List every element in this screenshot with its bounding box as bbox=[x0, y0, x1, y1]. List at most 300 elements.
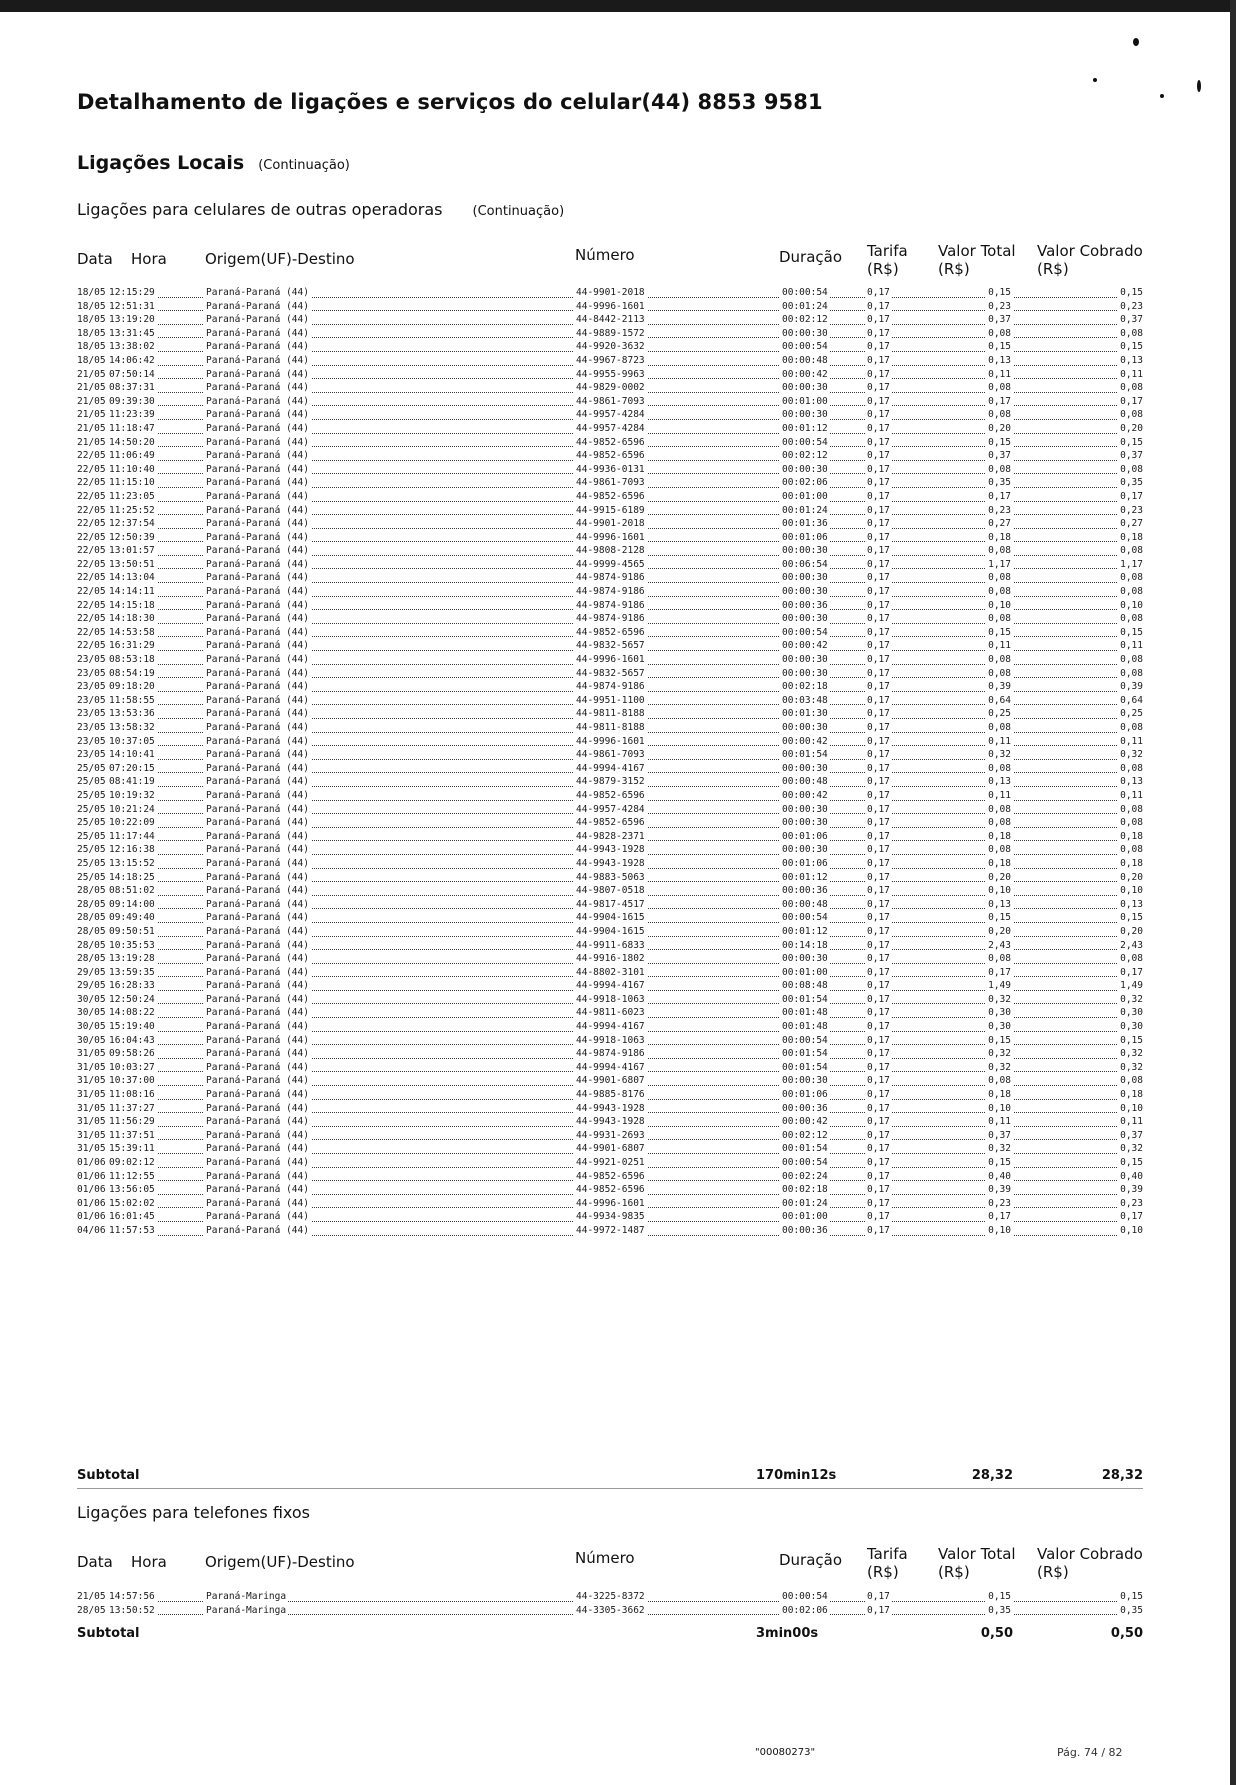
cell-tarifa: 0,17 bbox=[867, 382, 890, 394]
col-numero-header: Número bbox=[575, 246, 635, 264]
cell-hora: 10:22:09 bbox=[109, 817, 155, 829]
cell-duracao: 00:01:54 bbox=[782, 1061, 828, 1073]
cell-data: 18/05 bbox=[77, 300, 106, 312]
cell-data: 25/05 bbox=[77, 803, 106, 815]
cell-valor-total: 0,18 bbox=[988, 1089, 1011, 1101]
cell-duracao: 00:01:48 bbox=[782, 1021, 828, 1033]
cell-valor-total: 0,23 bbox=[988, 504, 1011, 516]
cell-hora: 10:35:53 bbox=[109, 939, 155, 951]
cell-origem-destino: Paraná-Paraná (44) bbox=[206, 762, 309, 774]
cell-origem-destino: Paraná-Paraná (44) bbox=[206, 422, 309, 434]
cell-hora: 13:58:32 bbox=[109, 722, 155, 733]
cell-valor-total: 0,20 bbox=[988, 422, 1011, 434]
cell-tarifa: 0,17 bbox=[867, 504, 890, 516]
cell-hora: 14:08:22 bbox=[109, 1007, 155, 1019]
cell-tarifa: 0,17 bbox=[867, 422, 890, 434]
cell-valor-cobrado: 0,08 bbox=[1120, 762, 1143, 774]
cell-numero: 44-9934-9835 bbox=[576, 1211, 645, 1223]
table-row bbox=[77, 653, 1143, 667]
cell-origem-destino: Paraná-Paraná (44) bbox=[206, 694, 309, 706]
cell-valor-cobrado: 0,11 bbox=[1120, 1116, 1143, 1128]
cell-tarifa: 0,17 bbox=[867, 640, 890, 652]
cell-origem-destino: Paraná-Paraná (44) bbox=[206, 1224, 309, 1236]
cell-origem-destino: Paraná-Paraná (44) bbox=[206, 953, 309, 965]
cell-hora: 07:50:14 bbox=[109, 368, 155, 380]
cell-valor-total: 0,32 bbox=[988, 1048, 1011, 1060]
cell-duracao: 00:02:12 bbox=[782, 314, 828, 326]
cell-duracao: 00:00:30 bbox=[782, 586, 828, 598]
cell-tarifa: 0,17 bbox=[867, 1102, 890, 1114]
cell-valor-cobrado: 0,10 bbox=[1120, 885, 1143, 897]
cell-data: 29/05 bbox=[77, 966, 106, 978]
cell-data: 30/05 bbox=[77, 993, 106, 1005]
cell-origem-destino: Paraná-Paraná (44) bbox=[206, 395, 309, 407]
cell-origem-destino: Paraná-Paraná (44) bbox=[206, 1129, 309, 1141]
cell-data: 28/05 bbox=[77, 885, 106, 897]
cell-numero: 44-9994-4167 bbox=[576, 1021, 645, 1033]
cell-origem-destino: Paraná-Paraná (44) bbox=[206, 640, 309, 652]
cell-hora: 13:38:02 bbox=[109, 341, 155, 353]
cell-tarifa: 0,17 bbox=[867, 654, 890, 666]
cell-hora: 16:04:43 bbox=[109, 1034, 155, 1046]
cell-duracao: 00:02:18 bbox=[782, 681, 828, 693]
cell-valor-cobrado: 0,23 bbox=[1120, 300, 1143, 312]
table-row bbox=[77, 408, 1143, 422]
cell-data: 31/05 bbox=[77, 1143, 106, 1155]
cell-duracao: 00:02:12 bbox=[782, 450, 828, 462]
cell-origem-destino: Paraná-Maringa bbox=[206, 1604, 287, 1616]
cell-origem-destino: Paraná-Paraná (44) bbox=[206, 722, 309, 733]
cell-duracao: 00:00:54 bbox=[782, 912, 828, 924]
cell-tarifa: 0,17 bbox=[867, 803, 890, 815]
cell-origem-destino: Paraná-Paraná (44) bbox=[206, 586, 309, 598]
cell-tarifa: 0,17 bbox=[867, 789, 890, 801]
cell-numero: 44-9889-1572 bbox=[576, 327, 645, 339]
cell-numero: 44-9955-9963 bbox=[576, 368, 645, 380]
cell-duracao: 00:06:54 bbox=[782, 558, 828, 570]
cell-data: 23/05 bbox=[77, 667, 106, 679]
cell-data: 21/05 bbox=[77, 409, 106, 421]
cell-valor-total: 0,08 bbox=[988, 762, 1011, 774]
cell-tarifa: 0,17 bbox=[867, 572, 890, 584]
cell-origem-destino: Paraná-Paraná (44) bbox=[206, 545, 309, 557]
cell-numero: 44-9852-6596 bbox=[576, 1170, 645, 1182]
cell-numero: 44-9885-8176 bbox=[576, 1089, 645, 1101]
cell-origem-destino: Paraná-Paraná (44) bbox=[206, 1048, 309, 1060]
cell-valor-total: 0,30 bbox=[988, 1007, 1011, 1019]
cell-duracao: 00:00:30 bbox=[782, 409, 828, 421]
cell-valor-cobrado: 0,37 bbox=[1120, 450, 1143, 462]
cell-valor-cobrado: 0,27 bbox=[1120, 518, 1143, 530]
cell-data: 21/05 bbox=[77, 382, 106, 394]
cell-origem-destino: Paraná-Paraná (44) bbox=[206, 871, 309, 883]
cell-valor-total: 0,13 bbox=[988, 898, 1011, 910]
cell-hora: 15:39:11 bbox=[109, 1143, 155, 1155]
cell-origem-destino: Paraná-Paraná (44) bbox=[206, 966, 309, 978]
cell-numero: 44-9967-8723 bbox=[576, 354, 645, 366]
cell-tarifa: 0,17 bbox=[867, 314, 890, 326]
table-row bbox=[77, 762, 1143, 776]
cell-duracao: 00:01:00 bbox=[782, 395, 828, 407]
cell-valor-total: 0,08 bbox=[988, 327, 1011, 339]
cell-hora: 16:31:29 bbox=[109, 640, 155, 652]
cell-valor-cobrado: 0,30 bbox=[1120, 1021, 1143, 1033]
cell-origem-destino: Paraná-Paraná (44) bbox=[206, 735, 309, 747]
cell-numero: 44-9879-3152 bbox=[576, 776, 645, 788]
cell-tarifa: 0,17 bbox=[867, 1224, 890, 1236]
cell-duracao: 00:02:06 bbox=[782, 1604, 828, 1616]
cell-origem-destino: Paraná-Paraná (44) bbox=[206, 504, 309, 516]
table-row bbox=[77, 327, 1143, 341]
cell-valor-cobrado: 0,11 bbox=[1120, 735, 1143, 747]
cell-hora: 11:57:53 bbox=[109, 1224, 155, 1236]
table-row bbox=[77, 368, 1143, 382]
cell-origem-destino: Paraná-Paraná (44) bbox=[206, 885, 309, 897]
cell-valor-cobrado: 0,08 bbox=[1120, 817, 1143, 829]
cell-data: 01/06 bbox=[77, 1184, 106, 1196]
cell-duracao: 00:00:30 bbox=[782, 545, 828, 557]
cell-tarifa: 0,17 bbox=[867, 871, 890, 883]
cell-valor-total: 0,11 bbox=[988, 789, 1011, 801]
table-row bbox=[77, 735, 1143, 749]
col-origem-header: Origem(UF)-Destino bbox=[205, 250, 355, 268]
cell-numero: 44-9829-0002 bbox=[576, 382, 645, 394]
cell-data: 22/05 bbox=[77, 545, 106, 557]
cell-tarifa: 0,17 bbox=[867, 1211, 890, 1223]
table-header bbox=[77, 1545, 1143, 1589]
cell-valor-total: 0,20 bbox=[988, 871, 1011, 883]
table-row bbox=[77, 1604, 1143, 1618]
cell-numero: 44-9817-4517 bbox=[576, 898, 645, 910]
cell-hora: 11:56:29 bbox=[109, 1116, 155, 1128]
subtotal-valor-cobrado: 0,50 bbox=[1110, 1626, 1143, 1641]
cell-origem-destino: Paraná-Paraná (44) bbox=[206, 1007, 309, 1019]
cell-numero: 44-9996-1601 bbox=[576, 654, 645, 666]
cell-tarifa: 0,17 bbox=[867, 300, 890, 312]
cell-numero: 44-9811-6023 bbox=[576, 1007, 645, 1019]
cell-data: 23/05 bbox=[77, 735, 106, 747]
cell-numero: 44-9918-1063 bbox=[576, 993, 645, 1005]
cell-numero: 44-9852-6596 bbox=[576, 490, 645, 502]
cell-valor-total: 0,37 bbox=[988, 1129, 1011, 1141]
cell-valor-total: 0,17 bbox=[988, 1211, 1011, 1223]
group-heading-fixos: Ligações para telefones fixos bbox=[77, 1503, 311, 1522]
cell-duracao: 00:00:30 bbox=[782, 382, 828, 394]
cell-hora: 09:18:20 bbox=[109, 681, 155, 693]
cell-data: 01/06 bbox=[77, 1157, 106, 1168]
cell-data: 23/05 bbox=[77, 694, 106, 706]
cell-duracao: 00:00:30 bbox=[782, 762, 828, 774]
col-data-header: Data bbox=[77, 1553, 113, 1571]
cell-duracao: 00:00:30 bbox=[782, 722, 828, 733]
cell-origem-destino: Paraná-Paraná (44) bbox=[206, 287, 309, 298]
subtotal-duracao: 3min00s bbox=[756, 1626, 819, 1641]
cell-numero: 44-9921-0251 bbox=[576, 1157, 645, 1168]
cell-origem-destino: Paraná-Paraná (44) bbox=[206, 667, 309, 679]
cell-hora: 16:28:33 bbox=[109, 980, 155, 992]
cell-duracao: 00:00:54 bbox=[782, 1157, 828, 1168]
cell-hora: 12:50:39 bbox=[109, 531, 155, 543]
cell-valor-total: 0,39 bbox=[988, 681, 1011, 693]
table-row bbox=[77, 612, 1143, 626]
cell-data: 01/06 bbox=[77, 1211, 106, 1223]
cell-data: 18/05 bbox=[77, 287, 106, 298]
cell-valor-total: 0,30 bbox=[988, 1021, 1011, 1033]
cell-data: 25/05 bbox=[77, 857, 106, 869]
cell-valor-total: 0,11 bbox=[988, 368, 1011, 380]
cell-valor-cobrado: 0,15 bbox=[1120, 1034, 1143, 1046]
cell-numero: 44-9832-5657 bbox=[576, 640, 645, 652]
cell-valor-total: 0,18 bbox=[988, 531, 1011, 543]
cell-valor-total: 0,32 bbox=[988, 1061, 1011, 1073]
cell-origem-destino: Paraná-Paraná (44) bbox=[206, 1197, 309, 1209]
table-row bbox=[77, 843, 1143, 857]
cell-valor-total: 0,13 bbox=[988, 776, 1011, 788]
cell-duracao: 00:01:06 bbox=[782, 857, 828, 869]
cell-hora: 11:18:47 bbox=[109, 422, 155, 434]
table-row bbox=[77, 830, 1143, 844]
scan-right-edge bbox=[1230, 0, 1236, 1785]
cell-hora: 10:19:32 bbox=[109, 789, 155, 801]
table-row bbox=[77, 966, 1143, 980]
cell-valor-cobrado: 0,18 bbox=[1120, 830, 1143, 842]
cell-valor-total: 0,11 bbox=[988, 735, 1011, 747]
cell-valor-cobrado: 0,32 bbox=[1120, 1143, 1143, 1155]
cell-duracao: 00:01:24 bbox=[782, 504, 828, 516]
scan-top-edge bbox=[0, 0, 1236, 12]
cell-numero: 44-9901-6807 bbox=[576, 1075, 645, 1087]
cell-hora: 13:19:20 bbox=[109, 314, 155, 326]
cell-valor-total: 0,08 bbox=[988, 586, 1011, 598]
subtotal-valor-cobrado: 28,32 bbox=[1101, 1468, 1143, 1483]
cell-valor-total: 0,08 bbox=[988, 817, 1011, 829]
cell-duracao: 00:01:54 bbox=[782, 993, 828, 1005]
cell-origem-destino: Paraná-Paraná (44) bbox=[206, 1102, 309, 1114]
cell-data: 23/05 bbox=[77, 749, 106, 761]
table-row bbox=[77, 816, 1143, 830]
cell-data: 30/05 bbox=[77, 1021, 106, 1033]
cell-valor-total: 0,08 bbox=[988, 1075, 1011, 1087]
cell-tarifa: 0,17 bbox=[867, 1089, 890, 1101]
cell-valor-cobrado: 0,32 bbox=[1120, 1048, 1143, 1060]
cell-tarifa: 0,17 bbox=[867, 1075, 890, 1087]
cell-valor-cobrado: 0,17 bbox=[1120, 395, 1143, 407]
cell-duracao: 00:00:30 bbox=[782, 613, 828, 625]
table-row bbox=[77, 544, 1143, 558]
cell-duracao: 00:00:36 bbox=[782, 1102, 828, 1114]
cell-numero: 44-9943-1928 bbox=[576, 857, 645, 869]
cell-origem-destino: Paraná-Paraná (44) bbox=[206, 572, 309, 584]
cell-hora: 13:15:52 bbox=[109, 857, 155, 869]
cell-valor-total: 0,25 bbox=[988, 708, 1011, 720]
subtotal-label: Subtotal bbox=[77, 1468, 140, 1483]
cell-valor-cobrado: 0,15 bbox=[1120, 436, 1143, 448]
table-row bbox=[77, 993, 1143, 1007]
cell-valor-cobrado: 0,10 bbox=[1120, 599, 1143, 611]
col-valor-total-header: Valor Total (R$) bbox=[938, 242, 1016, 278]
cell-origem-destino: Paraná-Paraná (44) bbox=[206, 1075, 309, 1087]
cell-valor-cobrado: 0,13 bbox=[1120, 776, 1143, 788]
cell-numero: 44-9852-6596 bbox=[576, 450, 645, 462]
cell-origem-destino: Paraná-Paraná (44) bbox=[206, 830, 309, 842]
cell-hora: 12:51:31 bbox=[109, 300, 155, 312]
table-header bbox=[77, 242, 1143, 286]
cell-valor-total: 0,23 bbox=[988, 1197, 1011, 1209]
cell-hora: 12:16:38 bbox=[109, 844, 155, 856]
table-row bbox=[77, 775, 1143, 789]
cell-tarifa: 0,17 bbox=[867, 518, 890, 530]
cell-tarifa: 0,17 bbox=[867, 694, 890, 706]
cell-tarifa: 0,17 bbox=[867, 749, 890, 761]
cell-tarifa: 0,17 bbox=[867, 762, 890, 774]
cell-numero: 44-9874-9186 bbox=[576, 572, 645, 584]
cell-hora: 09:02:12 bbox=[109, 1157, 155, 1168]
cell-origem-destino: Paraná-Paraná (44) bbox=[206, 1211, 309, 1223]
cell-numero: 44-9811-8188 bbox=[576, 722, 645, 733]
cell-tarifa: 0,17 bbox=[867, 490, 890, 502]
cell-data: 25/05 bbox=[77, 776, 106, 788]
cell-duracao: 00:01:36 bbox=[782, 518, 828, 530]
cell-data: 28/05 bbox=[77, 925, 106, 937]
cell-numero: 44-9943-1928 bbox=[576, 844, 645, 856]
cell-numero: 44-9996-1601 bbox=[576, 1197, 645, 1209]
cell-data: 21/05 bbox=[77, 395, 106, 407]
table-row bbox=[77, 354, 1143, 368]
cell-tarifa: 0,17 bbox=[867, 830, 890, 842]
cell-tarifa: 0,17 bbox=[867, 409, 890, 421]
table-row bbox=[77, 1210, 1143, 1224]
cell-tarifa: 0,17 bbox=[867, 599, 890, 611]
cell-tarifa: 0,17 bbox=[867, 1116, 890, 1128]
cell-valor-total: 0,39 bbox=[988, 1184, 1011, 1196]
cell-tarifa: 0,17 bbox=[867, 1157, 890, 1168]
cell-origem-destino: Paraná-Paraná (44) bbox=[206, 599, 309, 611]
cell-numero: 44-9883-5063 bbox=[576, 871, 645, 883]
cell-numero: 44-9904-1615 bbox=[576, 925, 645, 937]
cell-origem-destino: Paraná-Paraná (44) bbox=[206, 558, 309, 570]
cell-data: 18/05 bbox=[77, 354, 106, 366]
table-row bbox=[77, 911, 1143, 925]
cell-valor-total: 0,11 bbox=[988, 640, 1011, 652]
cell-data: 22/05 bbox=[77, 586, 106, 598]
cell-origem-destino: Paraná-Paraná (44) bbox=[206, 450, 309, 462]
cell-duracao: 00:08:48 bbox=[782, 980, 828, 992]
cell-hora: 08:51:02 bbox=[109, 885, 155, 897]
col-tarifa-header: Tarifa (R$) bbox=[867, 242, 908, 278]
cell-valor-total: 0,15 bbox=[988, 287, 1011, 298]
cell-tarifa: 0,17 bbox=[867, 327, 890, 339]
cell-duracao: 00:01:24 bbox=[782, 300, 828, 312]
cell-numero: 44-8802-3101 bbox=[576, 966, 645, 978]
cell-valor-cobrado: 0,15 bbox=[1120, 1591, 1143, 1602]
cell-numero: 44-9874-9186 bbox=[576, 681, 645, 693]
table-row bbox=[77, 1061, 1143, 1075]
cell-valor-total: 0,08 bbox=[988, 545, 1011, 557]
scan-speck bbox=[1160, 94, 1164, 98]
cell-numero: 44-9996-1601 bbox=[576, 531, 645, 543]
cell-valor-cobrado: 0,15 bbox=[1120, 912, 1143, 924]
cell-hora: 08:53:18 bbox=[109, 654, 155, 666]
cell-valor-total: 0,18 bbox=[988, 857, 1011, 869]
cell-data: 31/05 bbox=[77, 1116, 106, 1128]
cell-data: 25/05 bbox=[77, 844, 106, 856]
table-row bbox=[77, 1142, 1143, 1156]
table-row bbox=[77, 571, 1143, 585]
cell-data: 25/05 bbox=[77, 830, 106, 842]
cell-origem-destino: Paraná-Paraná (44) bbox=[206, 776, 309, 788]
table-row bbox=[77, 1020, 1143, 1034]
cell-valor-cobrado: 1,49 bbox=[1120, 980, 1143, 992]
cell-valor-total: 1,17 bbox=[988, 558, 1011, 570]
cell-origem-destino: Paraná-Paraná (44) bbox=[206, 708, 309, 720]
table-row bbox=[77, 395, 1143, 409]
cell-hora: 11:23:05 bbox=[109, 490, 155, 502]
cell-valor-cobrado: 0,20 bbox=[1120, 925, 1143, 937]
cell-duracao: 00:00:30 bbox=[782, 572, 828, 584]
cell-duracao: 00:00:48 bbox=[782, 776, 828, 788]
cell-valor-total: 2,43 bbox=[988, 939, 1011, 951]
cell-numero: 44-9852-6596 bbox=[576, 626, 645, 638]
cell-valor-total: 0,08 bbox=[988, 803, 1011, 815]
table-row bbox=[77, 1590, 1143, 1604]
cell-valor-cobrado: 0,08 bbox=[1120, 382, 1143, 394]
cell-data: 22/05 bbox=[77, 450, 106, 462]
cell-hora: 10:37:05 bbox=[109, 735, 155, 747]
cell-origem-destino: Paraná-Paraná (44) bbox=[206, 327, 309, 339]
cell-hora: 10:37:00 bbox=[109, 1075, 155, 1087]
table-row bbox=[77, 286, 1143, 300]
table-row bbox=[77, 721, 1143, 735]
table-row bbox=[77, 300, 1143, 314]
cell-data: 31/05 bbox=[77, 1129, 106, 1141]
cell-valor-cobrado: 0,15 bbox=[1120, 1157, 1143, 1168]
cell-valor-cobrado: 0,13 bbox=[1120, 354, 1143, 366]
cell-data: 25/05 bbox=[77, 789, 106, 801]
table-row bbox=[77, 979, 1143, 993]
divider bbox=[77, 1488, 1143, 1489]
cell-valor-cobrado: 0,18 bbox=[1120, 531, 1143, 543]
col-valor-cobrado-header: Valor Cobrado (R$) bbox=[1037, 242, 1143, 278]
cell-origem-destino: Paraná-Paraná (44) bbox=[206, 1089, 309, 1101]
cell-numero: 44-9874-9186 bbox=[576, 599, 645, 611]
cell-hora: 10:21:24 bbox=[109, 803, 155, 815]
cell-data: 22/05 bbox=[77, 477, 106, 489]
cell-tarifa: 0,17 bbox=[867, 626, 890, 638]
table-row bbox=[77, 558, 1143, 572]
cell-data: 01/06 bbox=[77, 1197, 106, 1209]
cell-valor-cobrado: 0,23 bbox=[1120, 1197, 1143, 1209]
cell-data: 30/05 bbox=[77, 1007, 106, 1019]
cell-origem-destino: Paraná-Paraná (44) bbox=[206, 1034, 309, 1046]
cell-numero: 44-9943-1928 bbox=[576, 1102, 645, 1114]
cell-duracao: 00:00:54 bbox=[782, 341, 828, 353]
cell-numero: 44-9936-0131 bbox=[576, 463, 645, 475]
col-duracao-header: Duração bbox=[779, 248, 843, 266]
cell-origem-destino: Paraná-Paraná (44) bbox=[206, 463, 309, 475]
cell-valor-total: 0,37 bbox=[988, 314, 1011, 326]
cell-valor-cobrado: 0,40 bbox=[1120, 1170, 1143, 1182]
cell-hora: 11:23:39 bbox=[109, 409, 155, 421]
cell-numero: 44-9918-1063 bbox=[576, 1034, 645, 1046]
cell-duracao: 00:00:30 bbox=[782, 953, 828, 965]
cell-tarifa: 0,17 bbox=[867, 925, 890, 937]
cell-hora: 16:01:45 bbox=[109, 1211, 155, 1223]
table-row bbox=[77, 1156, 1143, 1170]
cell-duracao: 00:00:54 bbox=[782, 626, 828, 638]
cell-tarifa: 0,17 bbox=[867, 1197, 890, 1209]
cell-tarifa: 0,17 bbox=[867, 1143, 890, 1155]
cell-valor-total: 0,15 bbox=[988, 1591, 1011, 1602]
